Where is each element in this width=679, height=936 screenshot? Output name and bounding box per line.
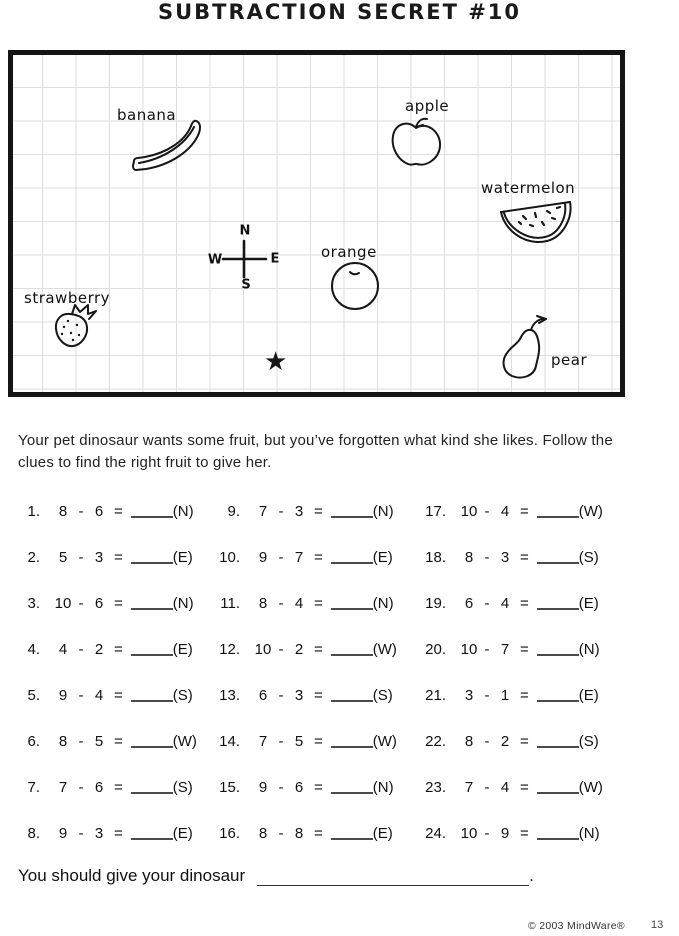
minuend: 5 xyxy=(58,549,68,566)
problem-number: 3. xyxy=(27,595,40,612)
direction-letter: (W) xyxy=(578,779,603,796)
equals-sign: = xyxy=(520,825,529,842)
subtrahend: 3 xyxy=(500,549,510,566)
minus-sign: - xyxy=(484,825,490,842)
apple-label: apple xyxy=(405,97,450,115)
fruit-map xyxy=(8,50,625,397)
equals-sign: = xyxy=(520,641,529,658)
subtrahend: 1 xyxy=(500,687,510,704)
answer-blank[interactable] xyxy=(331,825,373,840)
problem-row xyxy=(8,503,197,549)
equals-sign: = xyxy=(520,687,529,704)
problem-number: 18. xyxy=(425,549,446,566)
equals-sign: = xyxy=(114,687,123,704)
problem-row xyxy=(8,733,197,779)
direction-letter: (E) xyxy=(372,825,393,842)
problem-number: 10. xyxy=(219,549,240,566)
minuend: 6 xyxy=(258,687,268,704)
star-marker: ★ xyxy=(264,346,288,376)
subtrahend: 7 xyxy=(500,641,510,658)
answer-blank[interactable] xyxy=(331,733,373,748)
answer-blank[interactable] xyxy=(131,825,173,840)
subtrahend: 9 xyxy=(500,825,510,842)
minuend: 9 xyxy=(58,825,68,842)
minus-sign: - xyxy=(484,733,490,750)
minuend: 10 xyxy=(460,641,478,658)
problem-number: 1. xyxy=(27,503,40,520)
watermelon-label: watermelon xyxy=(481,179,576,197)
minuend: 8 xyxy=(258,595,268,612)
minuend: 10 xyxy=(54,595,72,612)
subtrahend: 4 xyxy=(500,779,510,796)
compass-west-label: W xyxy=(207,252,223,268)
strawberry-label: strawberry xyxy=(24,289,111,307)
equals-sign: = xyxy=(314,595,323,612)
equals-sign: = xyxy=(314,641,323,658)
answer-blank[interactable] xyxy=(537,503,579,518)
problem-row xyxy=(414,549,603,595)
page-title: SUBTRACTION SECRET #10 xyxy=(157,0,522,24)
compass-south-label: S xyxy=(241,277,251,293)
problem-row xyxy=(414,687,603,733)
problems-column xyxy=(8,503,197,871)
watermelon-icon xyxy=(495,198,579,248)
problem-row xyxy=(8,549,197,595)
minus-sign: - xyxy=(278,825,284,842)
direction-letter: (N) xyxy=(372,503,394,520)
direction-letter: (S) xyxy=(578,733,599,750)
minus-sign: - xyxy=(278,779,284,796)
answer-blank[interactable] xyxy=(131,779,173,794)
problem-number: 24. xyxy=(425,825,446,842)
subtrahend: 2 xyxy=(500,733,510,750)
problem-number: 20. xyxy=(425,641,446,658)
direction-letter: (E) xyxy=(172,825,193,842)
subtrahend: 6 xyxy=(94,779,104,796)
pear-icon xyxy=(496,313,554,381)
minus-sign: - xyxy=(278,733,284,750)
minus-sign: - xyxy=(278,549,284,566)
problem-row xyxy=(8,779,197,825)
answer-blank[interactable] xyxy=(537,825,579,840)
minus-sign: - xyxy=(484,641,490,658)
equals-sign: = xyxy=(114,825,123,842)
minus-sign: - xyxy=(78,825,84,842)
problem-number: 11. xyxy=(220,595,240,612)
problem-number: 19. xyxy=(425,595,446,612)
answer-blank[interactable] xyxy=(537,733,579,748)
direction-letter: (W) xyxy=(172,733,197,750)
pear-label: pear xyxy=(551,351,588,369)
direction-letter: (E) xyxy=(172,641,193,658)
problem-row xyxy=(8,825,197,871)
equals-sign: = xyxy=(314,779,323,796)
equals-sign: = xyxy=(520,503,529,520)
direction-letter: (S) xyxy=(172,687,193,704)
direction-letter: (E) xyxy=(372,549,393,566)
direction-letter: (N) xyxy=(172,595,194,612)
minuend: 10 xyxy=(254,641,272,658)
equals-sign: = xyxy=(520,779,529,796)
direction-letter: (S) xyxy=(578,549,599,566)
strawberry-icon xyxy=(50,301,98,351)
minuend: 7 xyxy=(258,503,268,520)
orange-icon xyxy=(330,259,380,311)
minus-sign: - xyxy=(278,641,284,658)
instructions-text: Your pet dinosaur wants some fruit, but you’ve forgotten what kind she likes. Follow the clues to find the right fruit to give her. xyxy=(18,432,613,471)
problems-column xyxy=(208,503,397,871)
direction-letter: (E) xyxy=(578,687,599,704)
minuend: 6 xyxy=(464,595,474,612)
problems-column xyxy=(414,503,603,871)
subtrahend: 4 xyxy=(500,595,510,612)
problem-row xyxy=(8,595,197,641)
problem-number: 5. xyxy=(27,687,40,704)
problem-number: 23. xyxy=(425,779,446,796)
page-number: 13 xyxy=(651,919,664,931)
minuend: 7 xyxy=(464,779,474,796)
answer-blank[interactable] xyxy=(331,641,373,656)
problem-number: 2. xyxy=(27,549,40,566)
answer-blank[interactable] xyxy=(537,779,579,794)
answer-blank[interactable] xyxy=(131,595,173,610)
answer-blank[interactable] xyxy=(331,503,373,518)
equals-sign: = xyxy=(314,687,323,704)
subtrahend: 3 xyxy=(94,825,104,842)
problem-row xyxy=(414,503,603,549)
equals-sign: = xyxy=(520,549,529,566)
equals-sign: = xyxy=(114,641,123,658)
direction-letter: (N) xyxy=(372,779,394,796)
problem-number: 9. xyxy=(227,503,240,520)
problem-row xyxy=(208,825,397,871)
equals-sign: = xyxy=(114,779,123,796)
minus-sign: - xyxy=(484,595,490,612)
orange-label: orange xyxy=(321,243,377,261)
problem-number: 4. xyxy=(27,641,40,658)
answer-blank[interactable] xyxy=(131,641,173,656)
equals-sign: = xyxy=(314,549,323,566)
problem-row xyxy=(8,641,197,687)
problem-row xyxy=(8,687,197,733)
subtrahend: 4 xyxy=(94,687,104,704)
minuend: 8 xyxy=(58,503,68,520)
problem-row xyxy=(208,733,397,779)
problem-row xyxy=(414,641,603,687)
copyright-text: © 2003 MindWare® xyxy=(528,920,625,932)
direction-letter: (N) xyxy=(578,825,600,842)
answer-blank[interactable] xyxy=(537,687,579,702)
problem-row xyxy=(414,733,603,779)
minuend: 9 xyxy=(58,687,68,704)
subtrahend: 3 xyxy=(294,503,304,520)
minus-sign: - xyxy=(484,549,490,566)
minuend: 3 xyxy=(464,687,474,704)
subtrahend: 2 xyxy=(94,641,104,658)
problem-row xyxy=(208,549,397,595)
problem-number: 8. xyxy=(27,825,40,842)
answer-blank[interactable] xyxy=(537,595,579,610)
problem-number: 13. xyxy=(219,687,240,704)
minus-sign: - xyxy=(278,595,284,612)
problem-number: 21. xyxy=(425,687,446,704)
problem-number: 15. xyxy=(219,779,240,796)
problem-number: 7. xyxy=(27,779,40,796)
problem-row xyxy=(414,779,603,825)
direction-letter: (W) xyxy=(578,503,603,520)
subtrahend: 4 xyxy=(294,595,304,612)
answer-blank[interactable] xyxy=(537,549,579,564)
subtrahend: 3 xyxy=(94,549,104,566)
minus-sign: - xyxy=(78,641,84,658)
subtrahend: 3 xyxy=(294,687,304,704)
answer-blank[interactable] xyxy=(331,549,373,564)
conclusion-answer-blank[interactable] xyxy=(257,869,529,886)
subtrahend: 5 xyxy=(94,733,104,750)
conclusion-sentence xyxy=(18,866,534,886)
equals-sign: = xyxy=(520,595,529,612)
subtrahend: 5 xyxy=(294,733,304,750)
minuend: 9 xyxy=(258,549,268,566)
minuend: 8 xyxy=(464,733,474,750)
problem-row xyxy=(208,687,397,733)
subtrahend: 6 xyxy=(94,595,104,612)
direction-letter: (N) xyxy=(578,641,600,658)
direction-letter: (N) xyxy=(372,595,394,612)
answer-blank[interactable] xyxy=(331,595,373,610)
minus-sign: - xyxy=(78,595,84,612)
direction-letter: (S) xyxy=(172,779,193,796)
problem-number: 6. xyxy=(27,733,40,750)
minus-sign: - xyxy=(278,687,284,704)
minus-sign: - xyxy=(78,549,84,566)
banana-label: banana xyxy=(117,106,177,124)
problem-row xyxy=(208,779,397,825)
problem-row xyxy=(208,641,397,687)
equals-sign: = xyxy=(520,733,529,750)
minus-sign: - xyxy=(78,779,84,796)
minus-sign: - xyxy=(78,687,84,704)
minuend: 10 xyxy=(460,825,478,842)
problem-number: 14. xyxy=(219,733,240,750)
subtrahend: 7 xyxy=(294,549,304,566)
problem-row xyxy=(414,825,603,871)
answer-blank[interactable] xyxy=(131,503,173,518)
minus-sign: - xyxy=(484,503,490,520)
subtrahend: 6 xyxy=(94,503,104,520)
direction-letter: (N) xyxy=(172,503,194,520)
minus-sign: - xyxy=(484,779,490,796)
compass-rose xyxy=(208,223,284,293)
direction-letter: (W) xyxy=(372,641,397,658)
equals-sign: = xyxy=(114,503,123,520)
answer-blank[interactable] xyxy=(537,641,579,656)
minuend: 8 xyxy=(58,733,68,750)
minuend: 9 xyxy=(258,779,268,796)
problem-number: 17. xyxy=(425,503,446,520)
minuend: 8 xyxy=(464,549,474,566)
minuend: 7 xyxy=(258,733,268,750)
problem-row xyxy=(208,595,397,641)
apple-icon xyxy=(389,115,443,169)
minus-sign: - xyxy=(78,733,84,750)
compass-north-label: N xyxy=(239,223,251,239)
answer-blank[interactable] xyxy=(131,549,173,564)
minuend: 10 xyxy=(460,503,478,520)
problem-row xyxy=(414,595,603,641)
minus-sign: - xyxy=(484,687,490,704)
problem-number: 16. xyxy=(219,825,240,842)
minus-sign: - xyxy=(78,503,84,520)
answer-blank[interactable] xyxy=(331,687,373,702)
equals-sign: = xyxy=(314,503,323,520)
equals-sign: = xyxy=(314,825,323,842)
direction-letter: (S) xyxy=(372,687,393,704)
problem-number: 12. xyxy=(219,641,240,658)
direction-letter: (E) xyxy=(578,595,599,612)
direction-letter: (W) xyxy=(372,733,397,750)
minus-sign: - xyxy=(278,503,284,520)
equals-sign: = xyxy=(114,549,123,566)
direction-letter: (E) xyxy=(172,549,193,566)
subtrahend: 6 xyxy=(294,779,304,796)
answer-blank[interactable] xyxy=(131,733,173,748)
answer-blank[interactable] xyxy=(131,687,173,702)
minuend: 7 xyxy=(58,779,68,796)
problem-row xyxy=(208,503,397,549)
subtrahend: 4 xyxy=(500,503,510,520)
minuend: 4 xyxy=(58,641,68,658)
conclusion-period: . xyxy=(529,866,534,885)
compass-east-label: E xyxy=(270,251,280,267)
conclusion-text: You should give your dinosaur xyxy=(18,866,246,885)
equals-sign: = xyxy=(114,733,123,750)
subtrahend: 8 xyxy=(294,825,304,842)
answer-blank[interactable] xyxy=(331,779,373,794)
subtrahend: 2 xyxy=(294,641,304,658)
equals-sign: = xyxy=(314,733,323,750)
equals-sign: = xyxy=(114,595,123,612)
problem-number: 22. xyxy=(425,733,446,750)
minuend: 8 xyxy=(258,825,268,842)
banana-icon xyxy=(128,117,208,179)
